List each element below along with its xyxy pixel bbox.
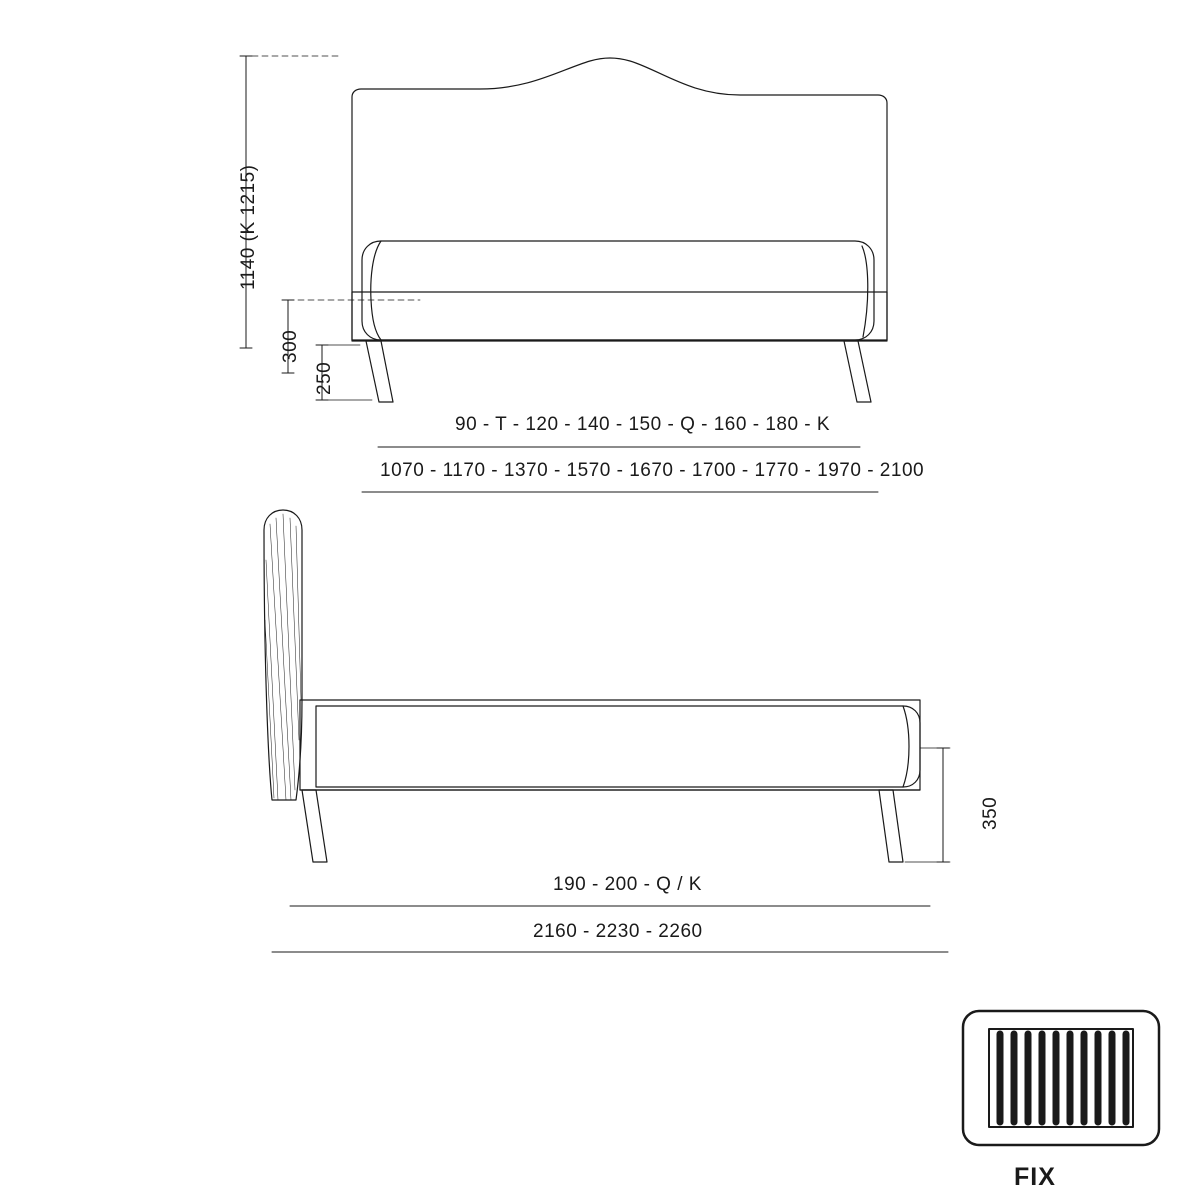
label-length-values: 2160 - 2230 - 2260 [533, 921, 703, 942]
label-length-codes: 190 - 200 - Q / K [553, 874, 702, 895]
label-headboard-height: 1140 (K 1215) [238, 164, 259, 290]
fix-outer-frame [963, 1011, 1159, 1145]
label-width-codes: 90 - T - 120 - 140 - 150 - Q - 160 - 180 - K [455, 414, 831, 435]
mattress-rail-end-curve [903, 706, 909, 787]
front-view-group [352, 58, 887, 402]
label-frame-height: 300 [280, 329, 301, 363]
headboard-outline [352, 58, 887, 340]
mattress-bolster-front [362, 241, 874, 340]
fix-legend-group [963, 1011, 1159, 1145]
fix-slats [1000, 1034, 1126, 1122]
leg-front-left [366, 341, 393, 402]
bed-base-front [352, 292, 887, 341]
bolster-endcap-left [371, 241, 381, 340]
side-view-group [264, 510, 920, 862]
label-width-values: 1070 - 1170 - 1370 - 1570 - 1670 - 1700 - 1770 - 1970 - 2100 [380, 460, 925, 481]
leg-front-right [844, 341, 871, 402]
headboard-side-hatch [265, 514, 301, 800]
mattress-rail-side [316, 706, 920, 787]
fix-legend-label: FIX [1014, 1163, 1056, 1191]
bed-base-side [300, 700, 920, 790]
leg-side-left [302, 790, 327, 862]
label-mattress-height: 350 [980, 796, 1001, 830]
label-leg-height: 250 [314, 361, 335, 395]
dim-mattress-height [937, 748, 949, 862]
headboard-side-outline [264, 510, 302, 800]
leg-side-right [879, 790, 903, 862]
